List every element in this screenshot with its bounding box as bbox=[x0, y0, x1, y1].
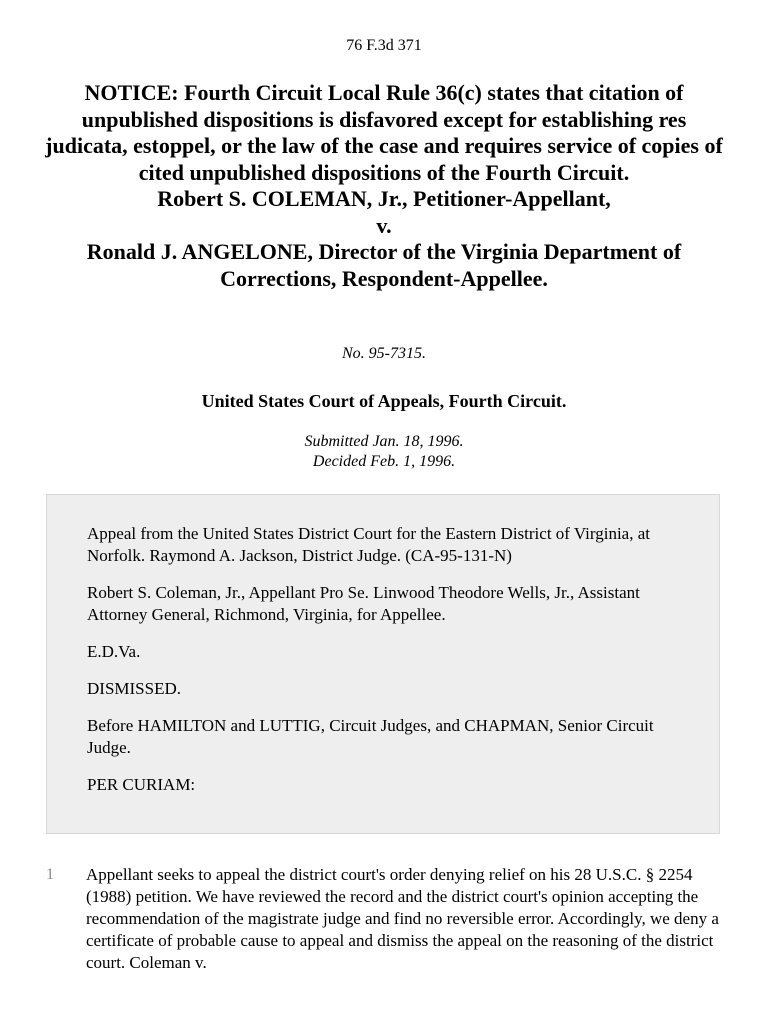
notice-text: NOTICE: Fourth Circuit Local Rule 36(c) states that citation of unpublished dispositions is disfavored except for establishing res judicata, estoppel, or the law of the case and requires service of copies of cited unpublished dispositions of the Fourth Circuit. bbox=[45, 80, 723, 185]
paragraph-text: Appellant seeks to appeal the district court's order denying relief on his 28 U.S.C. § 2254 (1988) petition. We have reviewed the record and the district court's opinion accepting the recommendation of the magistrate judge and find no reversible error. Accordingly, we deny a certificate of probable cause to appeal and dismiss the appeal on the reasoning of the district court. Coleman v. bbox=[86, 865, 719, 972]
case-info-box bbox=[46, 494, 720, 834]
opinion-paragraph bbox=[46, 864, 726, 974]
respondent-name: Ronald J. ANGELONE, Director of the Virginia Department of Corrections, Respondent-Appellee. bbox=[86, 239, 682, 291]
court-name: United States Court of Appeals, Fourth Circuit. bbox=[201, 391, 567, 411]
docket-number: No. 95-7315. bbox=[342, 345, 426, 362]
case-caption bbox=[40, 80, 728, 292]
per-curiam: PER CURIAM: bbox=[87, 775, 196, 794]
citation: 76 F.3d 371 bbox=[346, 37, 422, 54]
decided-date: Decided Feb. 1, 1996. bbox=[312, 453, 456, 470]
opinion-body bbox=[46, 864, 726, 974]
paragraph-number[interactable]: 1 bbox=[46, 866, 54, 883]
disposition: DISMISSED. bbox=[87, 679, 181, 698]
versus: v. bbox=[376, 212, 392, 238]
submitted-date: Submitted Jan. 18, 1996. bbox=[304, 433, 464, 450]
counsel: Robert S. Coleman, Jr., Appellant Pro Se. Linwood Theodore Wells, Jr., Assistant Attorney General, Richmond, Virginia, for Appellee. bbox=[87, 583, 640, 624]
panel: Before HAMILTON and LUTTIG, Circuit Judges, and CHAPMAN, Senior Circuit Judge. bbox=[87, 716, 654, 757]
appeal-from: Appeal from the United States District Court for the Eastern District of Virginia, at Norfolk. Raymond A. Jackson, District Judge. (CA-95-131-N) bbox=[87, 524, 651, 565]
petitioner-name: Robert S. COLEMAN, Jr., Petitioner-Appellant, bbox=[157, 186, 611, 211]
district-abbrev: E.D.Va. bbox=[87, 642, 141, 661]
case-dates bbox=[0, 432, 768, 472]
